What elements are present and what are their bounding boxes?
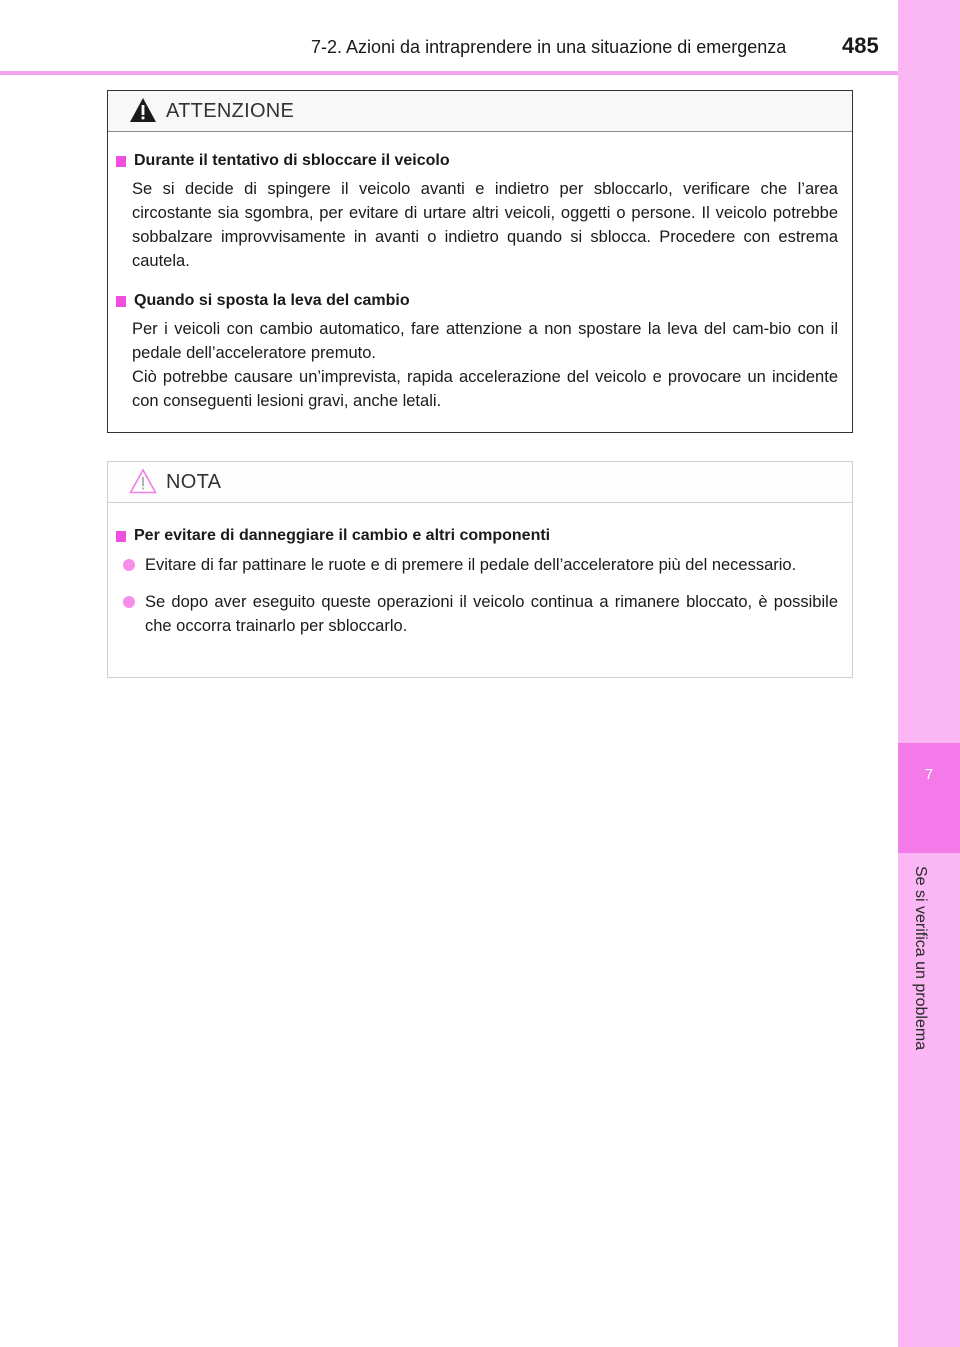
section-header: 7-2. Azioni da intraprendere in una situazione di emergenza <box>311 37 787 57</box>
sidebar <box>898 0 960 1347</box>
page-number: 485 <box>842 33 879 58</box>
warning-body <box>108 132 852 413</box>
warning-title: ATTENZIONE <box>166 100 295 122</box>
warning-item-text: Se si decide di spingere il veicolo avanti e indietro per sbloccarlo, verificare che l’area circostante sia sgombra, per evitare di urtare altri veicoli, oggetti o persone. Il veicolo potrebbe sobbalzare improvvisamente in avanti o indietro quando si sblocca. Procedere con estrema cautela. <box>132 180 838 270</box>
warning-item-heading: Durante il tentativo di sbloccare il veicolo <box>116 149 838 173</box>
note-box <box>107 461 853 678</box>
chapter-title: Se si verifica un problema <box>912 866 929 1051</box>
circle-bullet-icon <box>123 596 135 608</box>
circle-bullet-icon <box>123 559 135 571</box>
note-header <box>108 462 852 503</box>
warning-triangle-icon <box>129 97 157 123</box>
warning-box <box>107 90 853 433</box>
warning-header <box>108 91 852 132</box>
square-bullet-icon <box>116 531 126 542</box>
chapter-tab <box>898 743 960 853</box>
square-bullet-icon <box>116 156 126 167</box>
chapter-number: 7 <box>924 766 934 783</box>
warning-item-heading: Quando si sposta la leva del cambio <box>116 289 838 313</box>
square-bullet-icon <box>116 296 126 307</box>
warning-item-text: Ciò potrebbe causare un’imprevista, rapida accelerazione del veicolo e provocare un incidente con conseguenti lesioni gravi, anche letali. <box>132 368 838 410</box>
note-heading: Per evitare di danneggiare il cambio e altri componenti <box>116 524 838 548</box>
note-title: NOTA <box>166 471 222 493</box>
list-item: Evitare di far pattinare le ruote e di premere il pedale dell’acceleratore più del necessario. <box>123 553 838 577</box>
warning-item-text: Per i veicoli con cambio automatico, fare attenzione a non spostare la leva del cam-bio con il pedale dell’acceleratore premuto. <box>132 320 838 362</box>
note-body <box>108 503 852 638</box>
header-divider <box>0 71 898 75</box>
caution-triangle-outline-icon <box>129 468 157 494</box>
list-item: Se dopo aver eseguito queste operazioni il veicolo continua a rimanere bloccato, è possibile che occorra trainarlo per sbloccarlo. <box>123 590 838 638</box>
